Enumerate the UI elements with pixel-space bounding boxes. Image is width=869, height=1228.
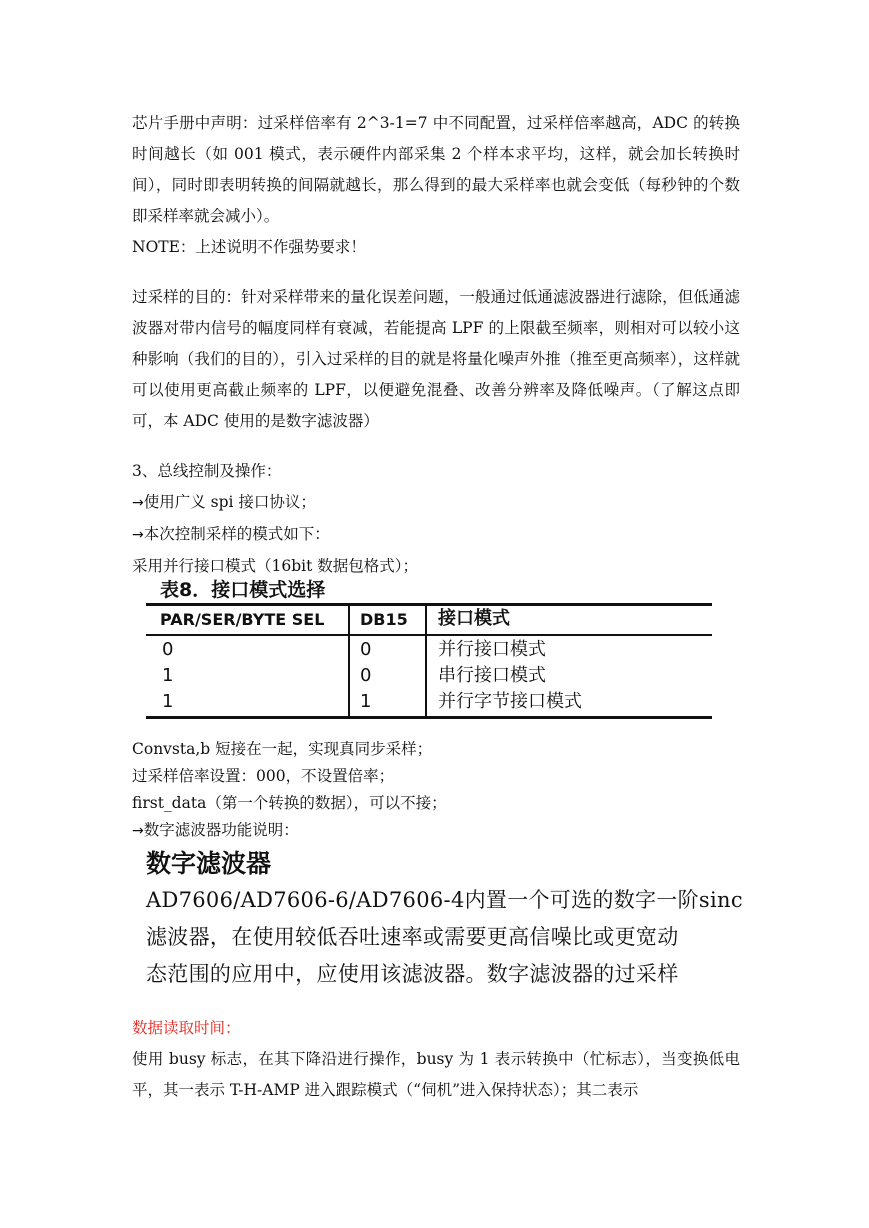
table-cell: 1	[360, 691, 372, 712]
section-oversampling-purpose	[132, 282, 740, 437]
table-cell: 并行字节接口模式	[438, 691, 582, 712]
table-cell: 1	[162, 665, 174, 686]
bullet-mode-text: 本次控制采样的模式如下：	[143, 525, 330, 543]
arrow-icon: →	[132, 495, 144, 511]
paragraph-busy: 使用 busy 标志，在其下降沿进行操作，busy 为 1 表示转换中（忙标志），当变换低电平，其一表示 T-H-AMP 进入跟踪模式（“伺机”进入保持状态）；其二表示	[132, 1050, 740, 1099]
convst-line: Convsta,b 短接在一起，实现真同步采样；	[132, 740, 433, 758]
data-read-heading: 数据读取时间：	[132, 1019, 241, 1037]
table-cell: 0	[360, 665, 372, 686]
parallel-mode-line: 采用并行接口模式（16bit 数据包格式）；	[132, 557, 419, 575]
section-oversampling-config	[132, 108, 740, 263]
table-cell: 串行接口模式	[438, 665, 546, 686]
note-line: NOTE：上述说明不作强势要求！	[132, 238, 366, 256]
table-cell: 0	[360, 639, 372, 660]
bus-control-heading: 3、总线控制及操作：	[132, 462, 282, 480]
paragraph-oversampling-purpose: 过采样的目的：针对采样带来的量化误差问题，一般通过低通滤波器进行滤除，但低通滤波器对带内信号的幅度同样有衰减，若能提高 LPF 的上限截至频率，则相对可以较小这种影响（我们的目的），引入过采样的目的就是将量化噪声外推（推至更高频率），这样就可以使用更高截止频率的 LPF，以便避免混叠、改善分辨率及降低噪声。（了解这点即可，本 ADC 使用的是数字滤波器）	[132, 288, 740, 430]
section-bus-control	[132, 456, 740, 582]
table-header-sel: PAR/SER/BYTE SEL	[160, 610, 325, 629]
filter-excerpt-line: 滤波器，在使用较低吞吐速率或需要更高信噪比或更宽动	[146, 925, 679, 949]
filter-excerpt-line: AD7606/AD7606-6/AD7606-4内置一个可选的数字一阶sinc	[146, 888, 743, 912]
table-bottom-rule	[146, 716, 712, 719]
filter-desc-line	[132, 817, 740, 845]
bullet-spi	[132, 487, 740, 519]
bullet-spi-text: 使用广义 spi 接口协议；	[143, 493, 316, 511]
interface-mode-table	[146, 603, 712, 719]
arrow-icon: →	[132, 527, 144, 543]
digital-filter-excerpt	[146, 846, 743, 993]
table-cell: 1	[162, 691, 174, 712]
table-column-divider	[425, 606, 427, 716]
section-after-table	[132, 736, 740, 845]
table-header-rule	[146, 634, 712, 636]
filter-desc-text: 数字滤波器功能说明：	[143, 821, 299, 839]
table-column-divider	[348, 606, 350, 716]
filter-excerpt-line: 态范围的应用中，应使用该滤波器。数字滤波器的过采样	[146, 962, 679, 986]
paragraph-oversampling-config: 芯片手册中声明：过采样倍率有 2^3-1=7 中不同配置，过采样倍率越高，ADC 的转换时间越长（如 001 模式，表示硬件内部采集 2 个样本求平均，这样，就会加长转换时间），同时即表明转换的间隔就越长，那么得到的最大采样率也就会变低（每秒钟的个数即采样率就会减小）。	[132, 114, 740, 225]
oversampling-setting-line: 过采样倍率设置：000，不设置倍率；	[132, 767, 395, 785]
first-data-line: first_data（第一个转换的数据），可以不接；	[132, 794, 447, 812]
filter-excerpt-title: 数字滤波器	[146, 849, 272, 878]
section-data-read-time	[132, 1013, 740, 1106]
arrow-icon: →	[132, 823, 144, 839]
table-cell: 0	[162, 639, 174, 660]
table-cell: 并行接口模式	[438, 639, 546, 660]
table-title: 表8．接口模式选择	[160, 579, 326, 601]
table-header-db15: DB15	[360, 610, 408, 629]
bullet-mode	[132, 519, 740, 551]
table-top-rule	[146, 603, 712, 606]
table-header-mode: 接口模式	[438, 608, 510, 629]
